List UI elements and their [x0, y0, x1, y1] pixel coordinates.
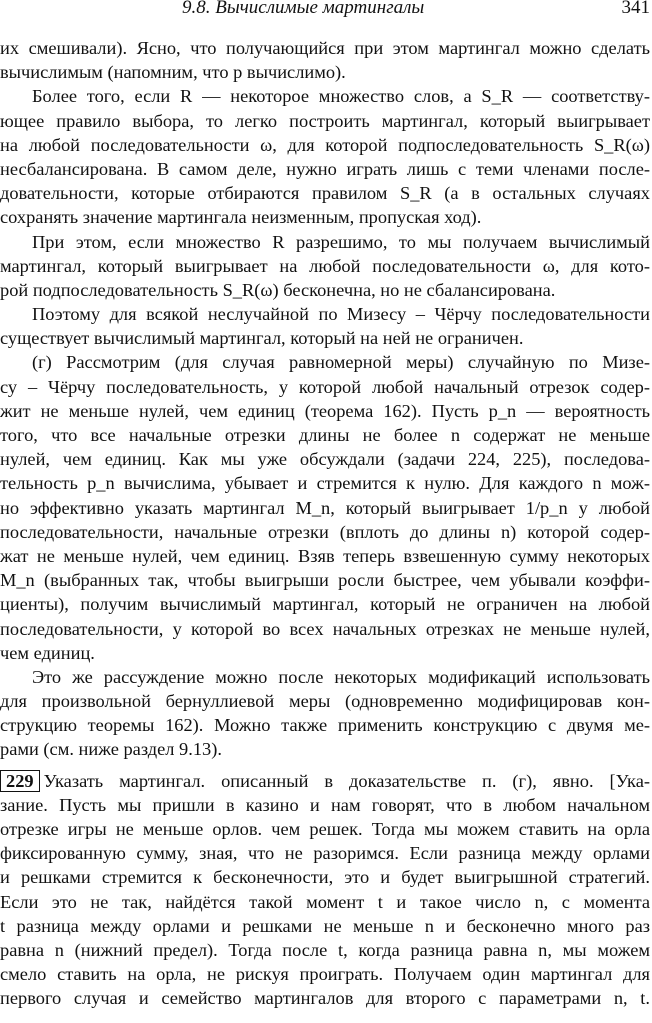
- line-text: Более того, если R — некоторое множество слов, а S_R — соответству-: [32, 86, 650, 107]
- text-line: [0, 278, 650, 302]
- line-text: При этом, если множество R разрешимо, то мы получаем вычислимый: [32, 231, 650, 252]
- line-text: последовательности, у которой во всех начальных отрезках не меньше нулей,: [0, 618, 650, 639]
- problem-number-box: 229: [0, 770, 40, 792]
- text-line: [0, 737, 650, 761]
- line-text: существует вычислимый мартингал, который на ней не ограничен.: [0, 328, 524, 349]
- line-text: M_n (выбранных так, чтобы выигрыши росли быстрее, чем убывали коэффи-: [0, 570, 650, 591]
- line-text: жат не меньше нулей, чем единиц. Взяв теперь взвешенную сумму некоторых: [0, 545, 650, 566]
- line-text: вычислимым (напомним, что p вычислимо).: [0, 62, 346, 83]
- text-line: [0, 544, 650, 568]
- line-text: равна n (нижний предел). Тогда после t, когда разница равна n, мы можем: [0, 939, 650, 960]
- text-line: [0, 793, 650, 817]
- line-text: Это же рассуждение можно после некоторых модификаций использовать: [32, 666, 650, 687]
- line-text: сохранять значение мартингала неизменным, пропуская ход).: [0, 207, 482, 228]
- line-text: Указать мартингал. описанный в доказательстве п. (г), явно. [Ука-: [43, 770, 650, 791]
- text-line: [0, 962, 650, 986]
- text-line: [0, 375, 650, 399]
- line-text: первого случая и семейство мартингалов для второго с параметрами n, t.: [0, 988, 650, 1009]
- text-line: [0, 350, 650, 374]
- text-line: [0, 641, 650, 665]
- text-line: [0, 133, 650, 157]
- line-text: жит не меньше нулей, чем единиц (теорема 162). Пусть p_n — вероятность: [0, 400, 650, 421]
- line-text: мартингал, который выигрывает на любой последовательности ω, для кото-: [0, 255, 650, 276]
- line-text: су – Чёрчу последовательность, у которой любой начальный отрезок содер-: [0, 376, 650, 397]
- line-text: смело ставить на орла, не рискуя проиграть. Получаем один мартингал для: [0, 964, 650, 985]
- text-line: [0, 665, 650, 689]
- line-text: циенты), получим вычислимый мартингал, который не ограничен на любой: [0, 594, 650, 615]
- line-text: довательности, которые отбираются правилом S_R (а в остальных случаях: [0, 183, 650, 204]
- line-text: фиксированную сумму, зная, что не разоримся. Если разница между орлами: [0, 843, 650, 864]
- line-text: нулей, чем единиц. Как мы уже обсуждали (задачи 224, 225), последова-: [0, 449, 650, 470]
- page-body: [0, 36, 650, 1011]
- text-line: [0, 36, 650, 60]
- text-line: [0, 60, 650, 84]
- running-title: 9.8. Вычислимые мартингалы: [182, 0, 425, 18]
- text-line: [0, 205, 650, 229]
- line-text: струкцию теоремы 162). Можно также применить конструкцию с двумя ме-: [0, 715, 650, 736]
- line-text: отрезке игры не меньше орлов. чем решек. Тогда мы можем ставить на орла: [0, 819, 650, 839]
- section-gap: [0, 762, 650, 769]
- line-text: тельность p_n вычислима, убывает и стремится к нулю. Для каждого n мож-: [0, 473, 650, 494]
- line-text: (г) Рассмотрим (для случая равномерной меры) случайную по Мизе-: [32, 352, 650, 373]
- line-text: чем единиц.: [0, 642, 95, 663]
- page-number: 341: [621, 0, 650, 18]
- text-line: [0, 592, 650, 616]
- text-line: [0, 914, 650, 938]
- text-line: [0, 84, 650, 108]
- line-text: несбалансирована. В самом деле, нужно играть лишь с теми членами после-: [0, 158, 650, 179]
- text-line: [0, 157, 650, 181]
- text-line: [0, 447, 650, 471]
- line-text: рой подпоследовательность S_R(ω) бесконечна, но не сбалансирована.: [0, 279, 556, 300]
- line-text: того, что все начальные отрезки длины не более n содержат не меньше: [0, 425, 650, 445]
- text-line: [0, 865, 650, 889]
- line-text: рами (см. ниже раздел 9.13).: [0, 739, 222, 760]
- line-text: но эффективно указать мартингал M_n, который выигрывает 1/p_n у любой: [0, 497, 650, 518]
- line-text: на любой последовательности ω, для которой подпоследовательность S_R(ω): [0, 134, 650, 155]
- text-line: [0, 326, 650, 350]
- line-text: их смешивали). Ясно, что получающийся при этом мартингал можно сделать: [0, 38, 650, 58]
- line-text: t разница между орлами и решками не меньше n и бесконечно много раз: [0, 915, 650, 936]
- text-line: [0, 817, 650, 841]
- text-line: [0, 496, 650, 520]
- line-text: ющее правило выбора, то легко построить мартингал, который выигрывает: [0, 110, 650, 131]
- text-line: [0, 399, 650, 423]
- text-line: [0, 181, 650, 205]
- text-line: [0, 109, 650, 133]
- text-line: [0, 520, 650, 544]
- line-text: Поэтому для всякой неслучайной по Мизесу – Чёрчу последовательности: [32, 304, 650, 325]
- text-line: [0, 841, 650, 865]
- text-line: [0, 568, 650, 592]
- text-line: [0, 986, 650, 1010]
- text-line: [0, 302, 650, 326]
- line-text: последовательности, начальные отрезки (вплоть до длины n) которой содер-: [0, 521, 650, 542]
- text-line: [0, 713, 650, 737]
- text-line: [0, 769, 650, 793]
- text-line: [0, 423, 650, 447]
- text-line: [0, 938, 650, 962]
- text-line: [0, 617, 650, 641]
- line-text: Если это не так, найдётся такой момент t и такое число n, с момента: [0, 891, 650, 912]
- text-line: [0, 254, 650, 278]
- text-line: [0, 230, 650, 254]
- text-line: [0, 689, 650, 713]
- line-text: зание. Пусть мы пришли в казино и нам говорят, что в любом начальном: [0, 794, 650, 815]
- text-line: [0, 890, 650, 914]
- line-text: и решками стремится к бесконечности, это и будет выигрышной стратегий.: [0, 867, 650, 888]
- line-text: для произвольной бернуллиевой меры (одновременно модифицировав кон-: [0, 691, 650, 712]
- text-line: [0, 471, 650, 495]
- page-header: [0, 0, 652, 21]
